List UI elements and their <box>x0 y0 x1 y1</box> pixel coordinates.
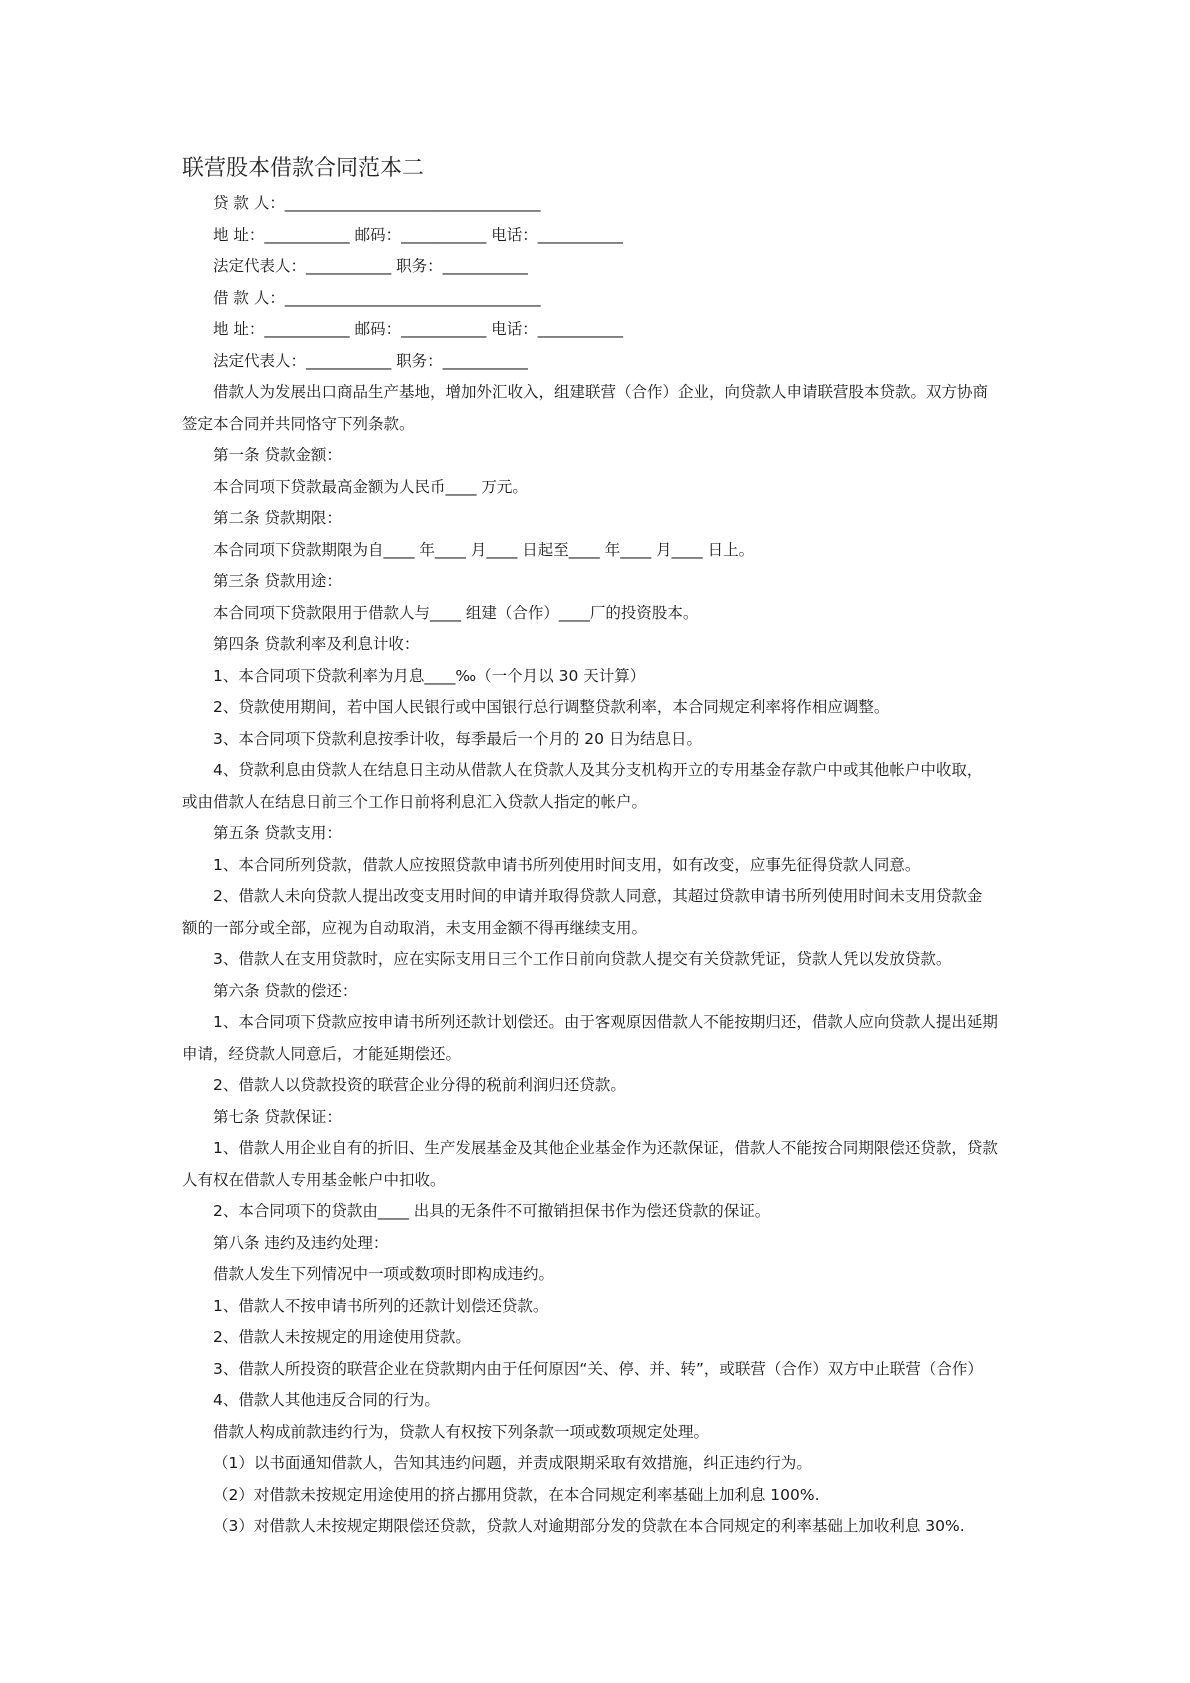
text-line: 本合同项下贷款期限为自____ 年____ 月____ 日起至____ 年____ 月____ 日上。 <box>213 540 755 559</box>
text-line: 1、借款人用企业自有的折旧、生产发展基金及其他企业基金作为还款保证，借款人不能按合同期限偿还贷款，贷款 <box>213 1139 998 1157</box>
text-line: 第八条 违约及违约处理： <box>213 1233 389 1252</box>
text-line: 4、借款人其他违反合同的行为。 <box>213 1391 440 1409</box>
text-line: 第六条 贷款的偿还： <box>213 981 358 1000</box>
text-line: 第七条 贷款保证： <box>213 1107 342 1126</box>
text-line: 借款人构成前款违约行为，贷款人有权按下列条款一项或数项规定处理。 <box>213 1422 710 1441</box>
text-line: 3、借款人在支用贷款时，应在实际支用日三个工作日前向贷款人提交有关贷款凭证，贷款人凭以发放贷款。 <box>213 950 952 968</box>
text-line: 本合同项下贷款最高金额为人民币____ 万元。 <box>213 477 528 496</box>
text-line: 或由借款人在结息日前三个工作日前将利息汇入贷款人指定的帐户。 <box>182 792 648 811</box>
text-line: 第一条 贷款金额： <box>213 446 342 464</box>
text-line: 地 址：___________ 邮码：___________ 电话：___________ <box>213 320 624 338</box>
text-line: 第三条 贷款用途： <box>213 572 342 590</box>
text-line: 地 址：___________ 邮码：___________ 电话：___________ <box>213 225 624 244</box>
text-line: 3、借款人所投资的联营企业在贷款期内由于任何原因“关、停、并、转”，或联营（合作）双方中止联营（合作） <box>213 1359 983 1378</box>
text-line: 人有权在借款人专用基金帐户中扣收。 <box>182 1170 446 1189</box>
text-line: 法定代表人：___________ 职务：___________ <box>213 351 528 370</box>
text-line: 1、本合同项下贷款利率为月息____‰（一个月以 30 天计算） <box>213 666 646 685</box>
text-line: 4、贷款利息由贷款人在结息日主动从借款人在贷款人及其分支机构开立的专用基金存款户中或其他帐户中收取， <box>213 761 983 779</box>
text-line: （2）对借款未按规定用途使用的挤占挪用贷款，在本合同规定利率基础上加利息 100%. <box>213 1485 820 1504</box>
document-title: 联营股本借款合同范本二 <box>182 156 425 181</box>
text-line: 签定本合同并共同恪守下列条款。 <box>182 414 415 433</box>
text-line: 2、贷款使用期间，若中国人民银行或中国银行总行调整贷款利率，本合同规定利率将作相应调整。 <box>213 698 890 716</box>
text-line: 3、本合同项下贷款利息按季计收，每季最后一个月的 20 日为结息日。 <box>213 729 702 748</box>
text-line: 第二条 贷款期限： <box>213 509 342 527</box>
text-line: 申请，经贷款人同意后，才能延期偿还。 <box>182 1044 462 1063</box>
text-line: 2、借款人以贷款投资的联营企业分得的税前利润归还贷款。 <box>213 1076 626 1094</box>
text-line: 额的一部分或全部，应视为自动取消，未支用金额不得再继续支用。 <box>182 918 648 937</box>
text-line: 2、借款人未向贷款人提出改变支用时间的申请并取得贷款人同意，其超过贷款申请书所列使用时间未支用贷款金 <box>213 887 983 905</box>
document-body <box>182 150 1022 1543</box>
text-line: 本合同项下贷款限用于借款人与____ 组建（合作）____厂的投资股本。 <box>213 603 699 622</box>
text-line: 1、本合同所列贷款，借款人应按照贷款申请书所列使用时间支用，如有改变，应事先征得贷款人同意。 <box>213 855 921 874</box>
text-line: （3）对借款人未按规定期限偿还贷款，贷款人对逾期部分发的贷款在本合同规定的利率基础上加收利息 30%. <box>213 1517 965 1535</box>
text-line: 借款人发生下列情况中一项或数项时即构成违约。 <box>213 1265 555 1283</box>
contract-text <box>182 188 1022 1543</box>
text-line: 第四条 贷款利率及利息计收： <box>213 635 420 653</box>
text-line: 法定代表人：___________ 职务：___________ <box>213 257 528 275</box>
text-line: 2、本合同项下的贷款由____ 出具的无条件不可撤销担保书作为偿还贷款的保证。 <box>213 1202 771 1220</box>
text-line: 借款人为发展出口商品生产基地，增加外汇收入，组建联营（合作）企业，向贷款人申请联营股本贷款。双方协商 <box>213 383 989 401</box>
text-line: 1、本合同项下贷款应按申请书所列还款计划偿还。由于客观原因借款人不能按期归还，借款人应向贷款人提出延期 <box>213 1013 998 1031</box>
text-line: 借 款 人：_________________________________ <box>213 288 541 307</box>
text-line: 2、借款人未按规定的用途使用贷款。 <box>213 1328 471 1346</box>
text-line: （1）以书面通知借款人，告知其违约问题，并责成限期采取有效措施，纠正违约行为。 <box>213 1454 812 1472</box>
text-line: 第五条 贷款支用： <box>213 824 342 842</box>
text-line: 贷 款 人：_________________________________ <box>213 194 541 212</box>
text-line: 1、借款人不按申请书所列的还款计划偿还贷款。 <box>213 1296 549 1315</box>
